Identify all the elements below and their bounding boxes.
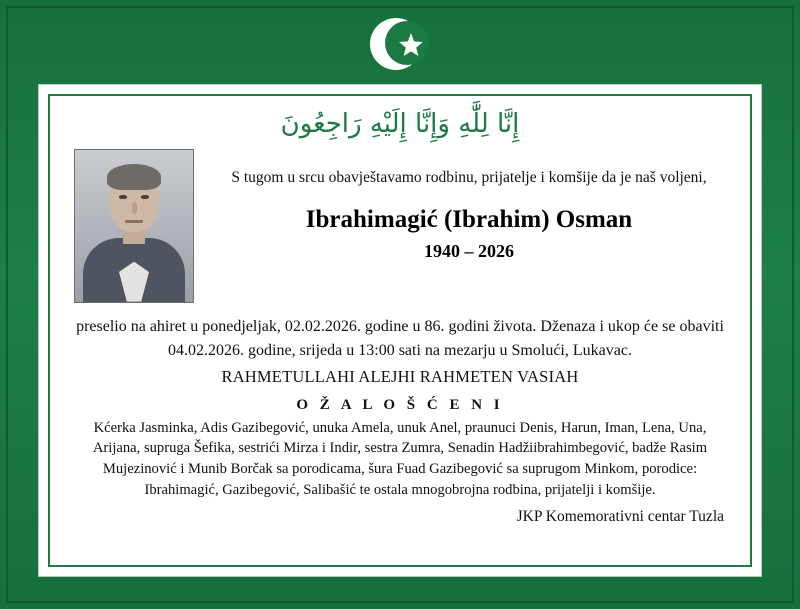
portrait-mouth — [125, 220, 143, 223]
prayer-line: RAHMETULLAHI ALEJHI RAHMETEN VASIAH — [221, 366, 579, 386]
portrait-eye-left — [119, 195, 127, 199]
mourners-heading: O Ž A L O Š Ć E N I — [296, 396, 504, 413]
header-section — [74, 149, 726, 303]
portrait-nose — [132, 202, 137, 214]
emblem-area — [10, 10, 790, 84]
header-text — [212, 149, 726, 262]
crescent-star-icon — [370, 18, 430, 76]
mourners-list: Kćerka Jasminka, Adis Gazibegović, unuka Amela, unuk Anel, praunuci Denis, Harun, Iman, Lena, Una, Arijana, supruga Šefika, sestrići Mirza i Indir, sestra Zumra, Senadin Hadžiibrahimbegović, badže Rasim Mujezinović i Munib Borčak sa porodicama, šura Fuad Gazibegović sa suprugom Minkom, porodice: Ibrahimagić, Gazibegović, Salibašić te ostala mnogobrojna rodbina, prijatelji i komšije. — [92, 419, 708, 498]
service-provider: JKP Komemorativni centar Tuzla — [516, 508, 724, 526]
portrait-hair — [107, 164, 161, 190]
notice-card-inner — [48, 94, 752, 567]
life-years: 1940 – 2026 — [424, 241, 514, 262]
funeral-details: preselio na ahiret u ponedjeljak, 02.02.2026. godine u 86. godini života. Dženaza i ukop će se obaviti 04.02.2026. godine, srijeda u 13:00 sati na mezarju u Smolući, Lukavac. — [76, 317, 724, 359]
bismillah-calligraphy: إِنَّا لِلَّٰهِ وَإِنَّا إِلَيْهِ رَاجِعُونَ — [280, 109, 520, 139]
portrait-photo — [74, 149, 194, 303]
deceased-name: Ibrahimagić (Ibrahim) Osman — [305, 206, 633, 234]
portrait-eye-right — [141, 195, 149, 199]
intro-text: S tugom u srcu obavještavamo rodbinu, prijatelje i komšije da je naš voljeni, — [231, 168, 707, 186]
notice-card — [38, 84, 762, 577]
